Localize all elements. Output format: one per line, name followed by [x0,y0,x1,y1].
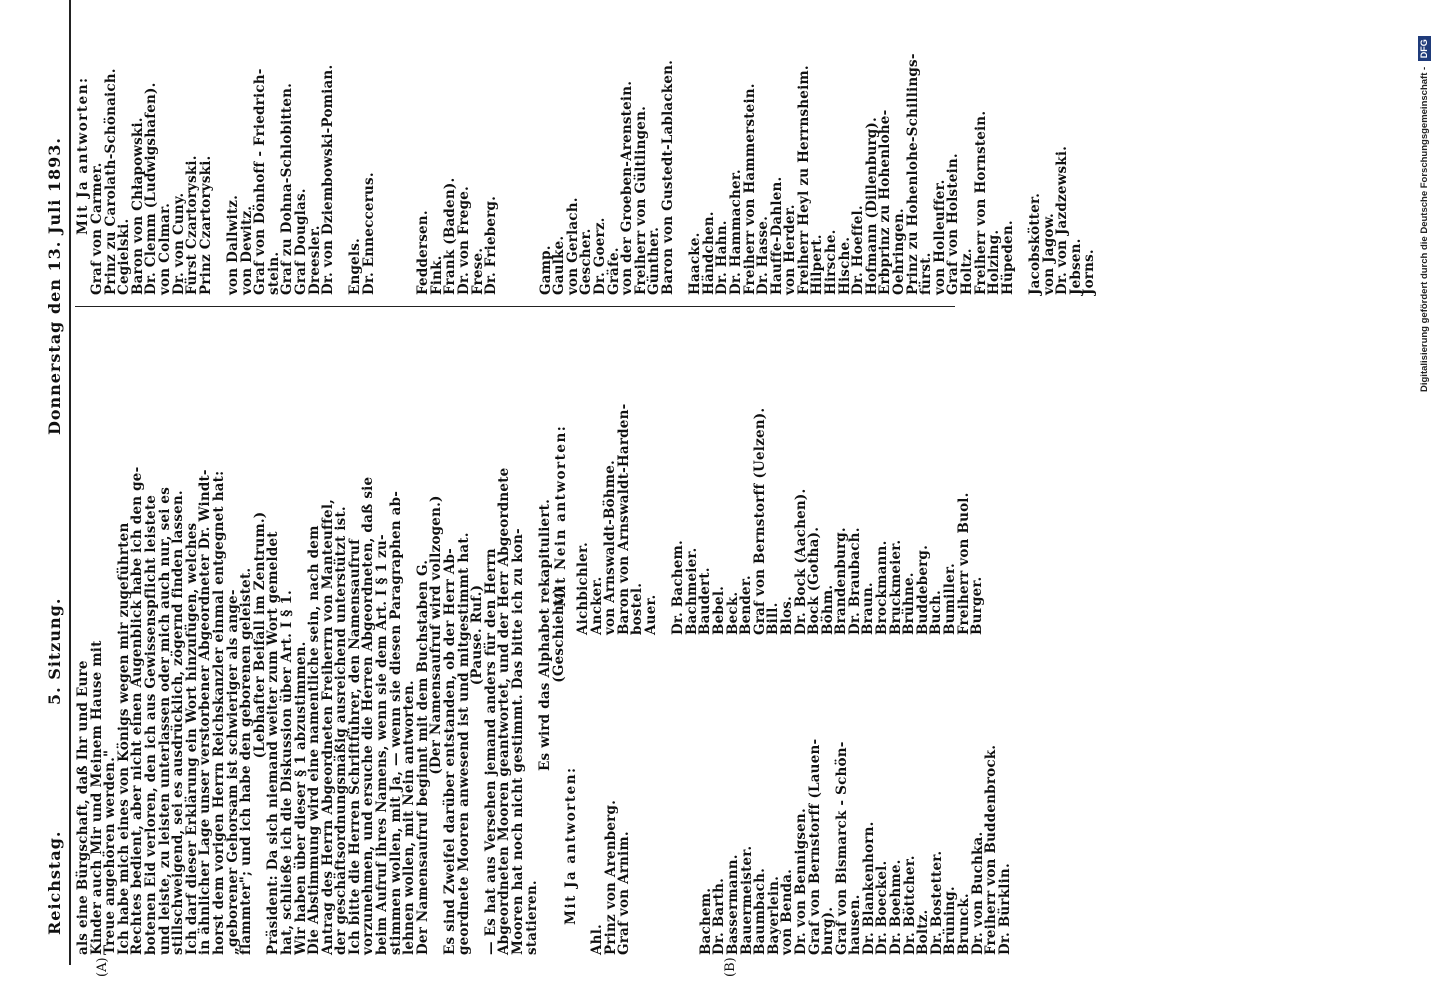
list-item: Graf von Bismarck - Schön- [833,741,850,955]
text-line: Ich darf dieser Erklärung ein Wort hinzufügen, welches [183,522,200,955]
text-line: Mooren hat noch nicht gestimmt. Das bitte ich zu kon- [510,528,526,955]
list-item: Bachmeier. [683,547,700,635]
list-item: Bill. [765,602,782,635]
list-item: Dr. von Bennigsen. [792,808,809,955]
list-item: Brandenburg. [833,527,850,635]
list-item [673,635,687,955]
list-item: von Jagow. [1040,213,1057,295]
text-line: geordnete Mooren anwesend ist und mitgestimmt hat. [455,532,472,955]
text-line: Ich habe mich eines von Königs wegen mir zugeführten [115,522,132,955]
text-line: statieren. [523,880,540,955]
list-item: Boltz. [915,909,932,955]
text-line: in ähnlicher Lage unser verstorbener Abgeordneter Dr. Windt- [197,469,214,955]
list-item: Brühne. [901,572,918,635]
list-item: Graf von Holstein. [945,153,962,295]
list-item: von Dewitz. [238,205,255,295]
text-line: (Pause. Ruf.) [469,584,486,686]
list-item: Graf von Bernstorff (Uelzen). [751,407,768,635]
list-item: Fürst Czartoryski. [184,155,201,295]
margin-mark-b: (B) [723,957,738,977]
list-item: Graf von Arnim. [616,831,633,955]
list-item: Dr. von Dziembowski-Pomian. [320,64,337,295]
text-line: Präsident: Da sich niemand weiter zum Wort gemeldet [265,531,282,955]
list-item: Dr. Barth. [711,877,728,955]
column-divider [75,306,955,307]
list-item: Beck. [724,591,741,635]
text-line: (Geschieht.) [550,587,567,683]
list-item: Haacke. [687,232,704,295]
list-item: Baron von Gustedt-Lablacken. [659,59,676,295]
digitization-note: Digitalisierung gefördert durch die Deutsche Forschungsgemeinschaft - [1419,66,1430,392]
list-item: Brunck. [956,893,973,955]
list-item: Braun. [860,582,877,635]
list-item: Holzing. [986,229,1003,295]
list-item: Bauermeister. [738,845,755,955]
list-item: Graf von Carmer. [89,162,105,295]
list-item: Gamp. [537,245,554,295]
list-item: Dr. von Frege. [456,186,473,295]
list-item: Baumbach. [752,868,769,955]
list-item: Günther. [646,227,663,295]
list-item: Jacobskötter. [1026,193,1043,295]
list-item: Dr. von Jazdzewski. [1054,145,1071,295]
list-item: Dr. Boehme. [888,859,905,955]
list-item: Brüning. [942,886,959,955]
list-item [512,0,526,295]
list-item: Erbprinz zu Hohenlohe- [877,109,894,295]
list-item: Fink. [428,255,445,295]
col1-nein-list [577,315,985,635]
list-item: Aichbichler. [575,542,591,635]
text-line: flammter"; und ich habe den geborenen geleistet. [238,567,255,955]
list-item: Böhm. [819,584,836,635]
list-item: Jebsen. [1067,238,1084,295]
list-item: Dr. Bostetter. [928,850,945,955]
text-line: Es wird das Alphabet rekapituliert. [537,499,554,771]
text-line: der geschäftsordnungsmäßig ausreichend unterstützt ist. [333,506,350,955]
list-item: Frank (Baden). [442,177,459,295]
list-item: Dr. Enneccerus. [360,172,377,295]
list-item: fürst. [918,252,935,295]
list-item: Brockmann. [874,540,891,635]
list-item: Prinz von Arenberg. [602,799,619,955]
list-item: Bock (Gotha). [806,526,823,635]
list-item: Feddersen. [415,210,432,295]
list-item: Bachem. [697,887,714,955]
text-line: horst dem vorigen Herrn Reichskanzler einmal entgegnet hat: [210,470,227,955]
list-item: Bayerlein. [765,875,782,955]
list-item: Händchen. [700,211,717,295]
list-item: Gräfe. [605,247,622,295]
list-item: Ahl. [589,924,605,955]
list-item: Hauffe-Dahlen. [768,176,785,295]
list-item: Freiherr von Gültlingen. [632,106,649,295]
list-item: Holtz. [959,248,975,295]
col1-nein-heading: Mit Nein antworten: [553,424,569,607]
list-item: Dr. Hammacher. [727,169,744,295]
text-line: hat, schließe ich die Diskussion über Art. I § 1. [278,590,295,955]
list-item: Freiherr Heyl zu Herrnsheim. [795,65,812,295]
list-item: Freiherr von Hornstein. [972,110,989,295]
list-item: Graf von Bernstorff (Lauen- [806,738,823,955]
list-item: Graf Douglas. [292,188,309,295]
list-item: Blos. [778,596,795,635]
text-line: beim Aufruf ihres Namens, wenn sie dem Art. I § 1 zu- [374,534,391,955]
text-line: „geborener Gehorsam ist schwieriger als ange- [224,589,241,955]
list-item: Dr. Clemm (Ludwigshafen). [143,82,160,295]
list-item: burg). [820,906,837,955]
list-item [376,0,390,295]
text-line: (Der Namensaufruf wird vollzogen.) [428,495,445,775]
dfg-logo: DFG [1418,36,1431,61]
list-item [499,0,513,295]
list-item: von Colmar. [156,202,173,295]
text-line: (Lebhafter Beifall im Zentrum.) [251,511,268,759]
text-line: vorzunehmen, und ersuche die Herren Abgeordneten, daß sie [360,476,377,955]
list-item: Frese. [469,247,486,295]
header-rule [69,0,71,965]
running-head-left: Reichstag. [45,830,64,935]
text-line: als eine Bürgschaft, daß Ihr und Eure [75,660,91,955]
list-item: Gescher. [578,228,595,295]
list-item: Bruckmeier. [887,539,904,635]
list-item: Baudert. [697,567,714,635]
text-line: Antrag des Herrn Abgeordneten Freiherrn von Manteuffel, [319,498,336,955]
list-item: Dr. Frieberg. [483,195,500,295]
list-item [390,0,404,295]
text-line: und leiste, zu leisten unterlassen oder mich auch nur, sei es [156,486,173,955]
list-item: Dr. Böttcher. [901,855,918,955]
text-line: Der Namensaufruf beginnt mit dem Buchstaben G. [414,559,431,955]
text-line: stimmen wollen, mit Ja, — wenn sie diesen Paragraphen ab- [387,490,404,955]
text-line: Abgeordneten Mooren geantwortet, und der Herr Abgeordnete [496,467,513,955]
list-item: Graf zu Dohna-Schlobitten. [279,82,296,295]
col2-ja-heading: Mit Ja antworten: [75,76,91,235]
list-item: Bumiller. [942,563,959,635]
list-item: Dr. Hoeffel. [850,205,867,295]
list-item: Oehringen. [891,208,908,295]
list-item: bostel. [629,582,646,635]
text-line: Rechtes bedient, aber nicht einen Augenblick habe ich den ge- [129,466,146,955]
text-line: — Es hat aus Versehen jemand anders für den Herrn [482,548,499,955]
col1-ja-list [591,635,1012,955]
list-item: stein. [265,251,282,295]
list-item: Dr. von Cuny. [170,192,187,295]
list-item: Engels. [347,238,364,295]
list-item: Hofmann (Dillenburg). [863,117,880,295]
list-item: von Benda. [779,868,796,955]
text-line: Ich bitte die Herren Schriftführer, den Namensaufruf [346,538,363,955]
text-line: Es sind Zweifel darüber entstanden, ob der Herr Ab- [442,548,459,955]
list-item: Dr. Braubach. [846,527,863,635]
list-item: Buch. [928,590,945,635]
list-item: von Gerlach. [564,197,581,295]
list-item: Dr. Bachem. [670,540,687,635]
list-item: Dr. Hasse. [755,216,772,295]
list-item: hausen. [847,894,864,955]
list-item: Dreesler. [306,225,323,295]
text-line: Treue angehören werden." [102,749,119,955]
list-item: Burger. [969,576,986,635]
text-line: Kinder auch Mir und Meinem Hause mit [88,640,105,955]
list-item: Dr. Bürklin. [996,863,1013,955]
list-item [659,635,673,955]
text-line: Wir haben über dieser § 1 abzustimmen. [292,641,309,955]
list-item: Bender. [738,575,755,635]
list-item: Prinz zu Hohenlohe-Schillings- [904,53,921,295]
list-item: Hüpeden. [999,220,1016,295]
list-item: Gaulke. [551,235,568,295]
list-item: Freiherr von Buddenbrock. [983,744,1000,955]
list-item: Bassermann. [724,854,741,955]
col1-ja-heading: Mit Ja antworten: [563,766,579,925]
list-item: Jorns. [1081,249,1098,295]
list-item: Dr. Hahn. [714,220,731,295]
list-item: von Arnswaldt-Böhme. [602,460,619,635]
speech-text [77,315,566,955]
list-item: von Dallwitz. [224,194,241,295]
list-item: Dr. von Buchka. [969,831,986,955]
list-item: von Holleuffer. [931,179,948,295]
col2-ja-list [91,0,1097,295]
text-line: stillschweigend, sei es ausdrücklich, zögernd finden lassen. [170,490,187,955]
list-item: Hische. [836,236,853,295]
list-item: Dr. Blankenhorn. [860,821,877,955]
list-item: Cegielski. [116,218,133,295]
text-line: Die Abstimmung wird eine namentliche sein, nach dem [306,525,323,955]
list-item: von der Groeben-Arenstein. [619,80,636,295]
list-item: Hirsche. [823,229,840,295]
list-item: Prinz Czartoryski. [197,155,214,295]
list-item: Graf von Dönhoff - Friedrich- [252,68,269,295]
list-item: Dr. Bock (Aachen). [792,488,809,635]
list-item: Bebel. [710,585,727,635]
document-page [5,35,1395,995]
list-item: Auer. [642,594,659,635]
list-item: Ancker. [588,576,605,635]
list-item: Freiherr von Hammerstein. [741,83,758,295]
list-item [645,635,659,955]
list-item [632,635,646,955]
list-item: Baron von Arnswaldt-Harden- [615,403,632,635]
digitization-strip [1410,0,1432,420]
list-item: von Herder. [782,204,799,295]
list-item: Prinz zu Carolath-Schönaich. [102,68,119,295]
list-item: Baron von Chłapowski. [129,117,146,295]
session-label: 5. Sitzung. [45,597,64,705]
text-line: botenen Eid verloren, den ich aus Gewissenspflicht leistete [142,494,159,955]
list-item: Dr. Boeckel. [874,860,891,955]
list-item: Hilpert. [809,234,826,295]
list-item: Buddeberg. [914,545,931,635]
list-item: Dr. Goerz. [591,217,608,295]
page-date: Donnerstag den 13. Juli 1893. [45,137,64,435]
text-line: lehnen wollen, mit Nein antworten. [401,680,418,955]
list-item: Freiherr von Buol. [955,492,972,635]
margin-mark-a: (A) [95,957,110,977]
